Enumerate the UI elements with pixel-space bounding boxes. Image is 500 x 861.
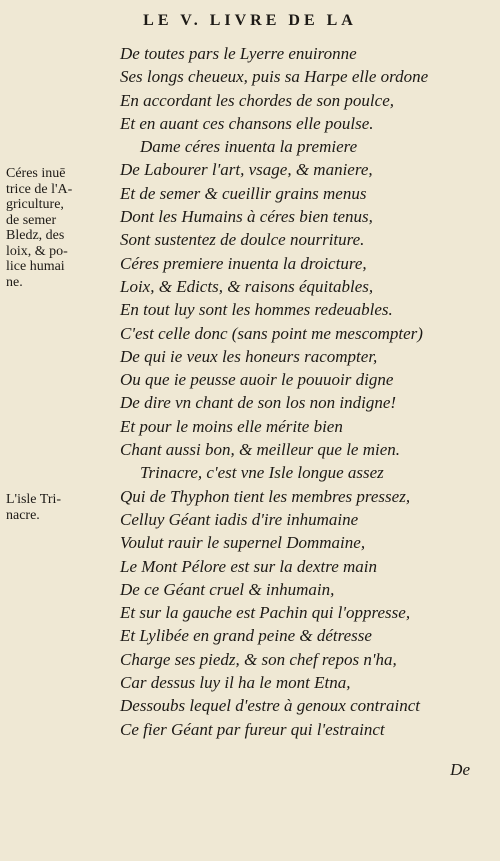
margin-note-line: de semer xyxy=(6,212,57,228)
poem-line: Et sur la gauche est Pachin qui l'oppresse, xyxy=(120,603,411,623)
poem-line: C'est celle donc (sans point me mescompter) xyxy=(120,323,423,343)
margin-note-line: Bledz, des xyxy=(6,228,65,243)
poem-line: Charge ses piedz, & son chef repos n'ha, xyxy=(120,649,397,669)
poem-line: Et Lylibée en grand peine & détresse xyxy=(120,626,372,646)
poem-line: Céres premiere inuenta la droicture, xyxy=(120,253,367,273)
poem-line: De qui ie veux les honeurs racompter, xyxy=(120,346,378,366)
running-header: LE V. LIVRE DE LA xyxy=(143,12,357,29)
margin-note-line: loix, & po- xyxy=(6,243,68,259)
poem-line: En accordant les chordes de son poulce, xyxy=(120,90,394,110)
poem-line: De ce Géant cruel & inhumain, xyxy=(120,579,335,599)
margin-note-line: L'isle Tri- xyxy=(6,492,62,507)
poem-line: Sont sustentez de doulce nourriture. xyxy=(120,230,365,250)
catchword: De xyxy=(450,760,470,779)
poem-line: Loix, & Edicts, & raisons équitables, xyxy=(120,276,374,296)
poem-line: Chant aussi bon, & meilleur que le mien. xyxy=(120,440,401,460)
poem-line: Celluy Géant iadis d'ire inhumaine xyxy=(120,509,359,529)
margin-note-line: nacre. xyxy=(6,507,40,523)
poem-line: En tout luy sont les hommes redeuables. xyxy=(120,300,393,320)
poem-line: Ou que ie peusse auoir le pouuoir digne xyxy=(120,370,394,390)
poem-line: Le Mont Pélore est sur la dextre main xyxy=(120,556,378,576)
poem-line: De Labourer l'art, vsage, & maniere, xyxy=(120,160,373,180)
poem-line: Qui de Thyphon tient les membres pressez, xyxy=(120,486,411,506)
poem-line: De toutes pars le Lyerre enuironne xyxy=(120,44,357,63)
poem-line: Dame céres inuenta la premiere xyxy=(140,137,358,157)
margin-note-trinacre xyxy=(6,492,121,523)
poem-line: Dont les Humains à céres bien tenus, xyxy=(120,207,373,227)
margin-note-line: trice de l'A- xyxy=(6,181,73,197)
poem-line: Et de semer & cueillir grains menus xyxy=(120,183,367,203)
poem-line: Ses longs cheueux, puis sa Harpe elle ordone xyxy=(120,67,429,87)
margin-note-line: lice humai xyxy=(6,259,65,274)
poem-line: Voulut rauir le supernel Dommaine, xyxy=(120,533,366,553)
poem-text xyxy=(120,42,495,741)
poem-line: Dessoubs lequel d'estre à genoux contrainct xyxy=(120,696,420,716)
poem-line: Car dessus luy il ha le mont Etna, xyxy=(120,673,351,693)
poem-line: Trinacre, c'est vne Isle longue assez xyxy=(140,463,384,483)
margin-note-line: Céres inuē xyxy=(6,166,66,181)
margin-note-ceres xyxy=(6,166,121,290)
poem-line: Et en auant ces chansons elle poulse. xyxy=(120,113,374,133)
margin-note-line: griculture, xyxy=(6,197,64,212)
poem-line: Ce fier Géant par fureur qui l'estrainct xyxy=(120,719,385,739)
margin-note-line: ne. xyxy=(6,274,23,290)
poem-line: De dire vn chant de son los non indigne! xyxy=(120,393,397,413)
poem-line: Et pour le moins elle mérite bien xyxy=(120,416,343,436)
